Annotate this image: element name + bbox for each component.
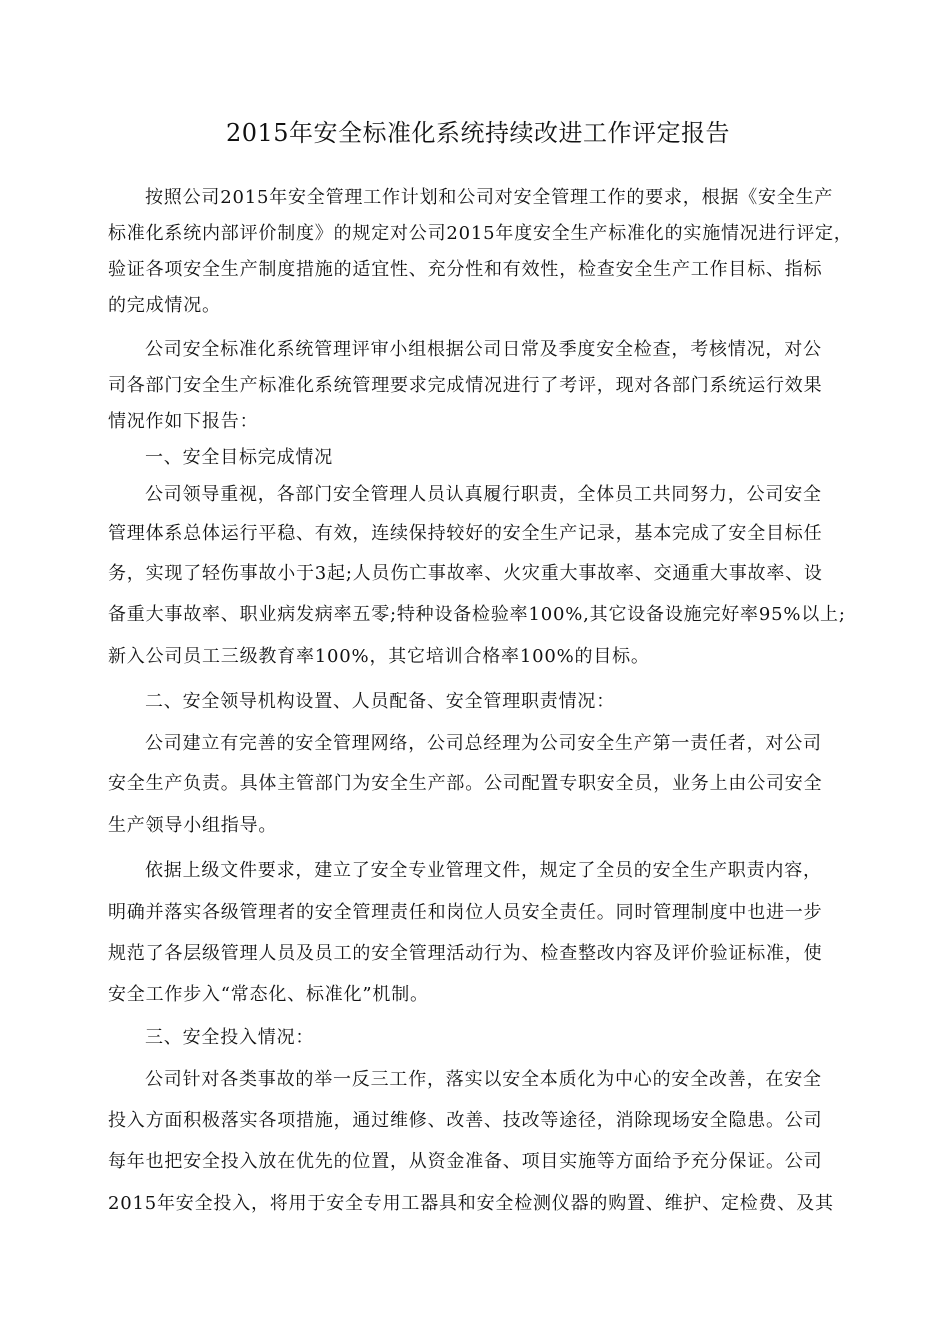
document-title: 2015年安全标准化系统持续改进工作评定报告 [225,119,731,147]
paragraph-line: 公司安全标准化系统管理评审小组根据公司日常及季度安全检查，考核情况，对公 [145,339,822,360]
section-heading: 二、安全领导机构设置、人员配备、安全管理职责情况： [145,691,615,712]
paragraph-line: 按照公司2015年安全管理工作计划和公司对安全管理工作的要求，根据《安全生产 [145,187,834,208]
paragraph-line: 安全工作步入“常态化、标准化”机制。 [108,984,429,1005]
paragraph-line: 明确并落实各级管理者的安全管理责任和岗位人员安全责任。同时管理制度中也进一步 [108,902,823,923]
paragraph-line: 的完成情况。 [108,295,221,316]
paragraph-line: 规范了各层级管理人员及员工的安全管理活动行为、检查整改内容及评价验证标准，使 [108,943,823,964]
paragraph-line: 2015年安全投入，将用于安全专用工器具和安全检测仪器的购置、维护、定检费、及其 [108,1193,834,1214]
paragraph-line: 安全生产负责。具体主管部门为安全生产部。公司配置专职安全员，业务上由公司安全 [108,773,823,794]
paragraph-line: 公司针对各类事故的举一反三工作，落实以安全本质化为中心的安全改善，在安全 [145,1069,822,1090]
paragraph-line: 每年也把安全投入放在优先的位置，从资金准备、项目实施等方面给予充分保证。公司 [108,1151,823,1172]
paragraph-line: 务，实现了轻伤事故小于3起;人员伤亡事故率、火灾重大事故率、交通重大事故率、设 [108,563,823,584]
paragraph-line: 生产领导小组指导。 [108,815,278,836]
paragraph-line: 情况作如下报告： [108,411,259,432]
paragraph-line: 依据上级文件要求，建立了安全专业管理文件，规定了全员的安全生产职责内容， [145,860,822,881]
paragraph-line: 投入方面积极落实各项措施，通过维修、改善、技改等途径，消除现场安全隐患。公司 [108,1110,823,1131]
paragraph-line: 司各部门安全生产标准化系统管理要求完成情况进行了考评，现对各部门系统运行效果 [108,375,823,396]
paragraph-line: 备重大事故率、职业病发病率五零;特种设备检验率100%,其它设备设施完好率95%以上; [108,604,846,625]
paragraph-line: 管理体系总体运行平稳、有效，连续保持较好的安全生产记录，基本完成了安全目标任 [108,523,823,544]
section-heading: 三、安全投入情况： [145,1027,315,1048]
paragraph-line: 新入公司员工三级教育率100%，其它培训合格率100%的目标。 [108,646,650,667]
paragraph-line: 验证各项安全生产制度措施的适宜性、充分性和有效性，检查安全生产工作目标、指标 [108,259,823,280]
paragraph-line: 公司建立有完善的安全管理网络，公司总经理为公司安全生产第一责任者，对公司 [145,733,822,754]
section-heading: 一、安全目标完成情况 [145,447,333,468]
paragraph-line: 公司领导重视，各部门安全管理人员认真履行职责，全体员工共同努力，公司安全 [145,484,822,505]
paragraph-line: 标准化系统内部评价制度》的规定对公司2015年度安全生产标准化的实施情况进行评定， [108,223,853,244]
